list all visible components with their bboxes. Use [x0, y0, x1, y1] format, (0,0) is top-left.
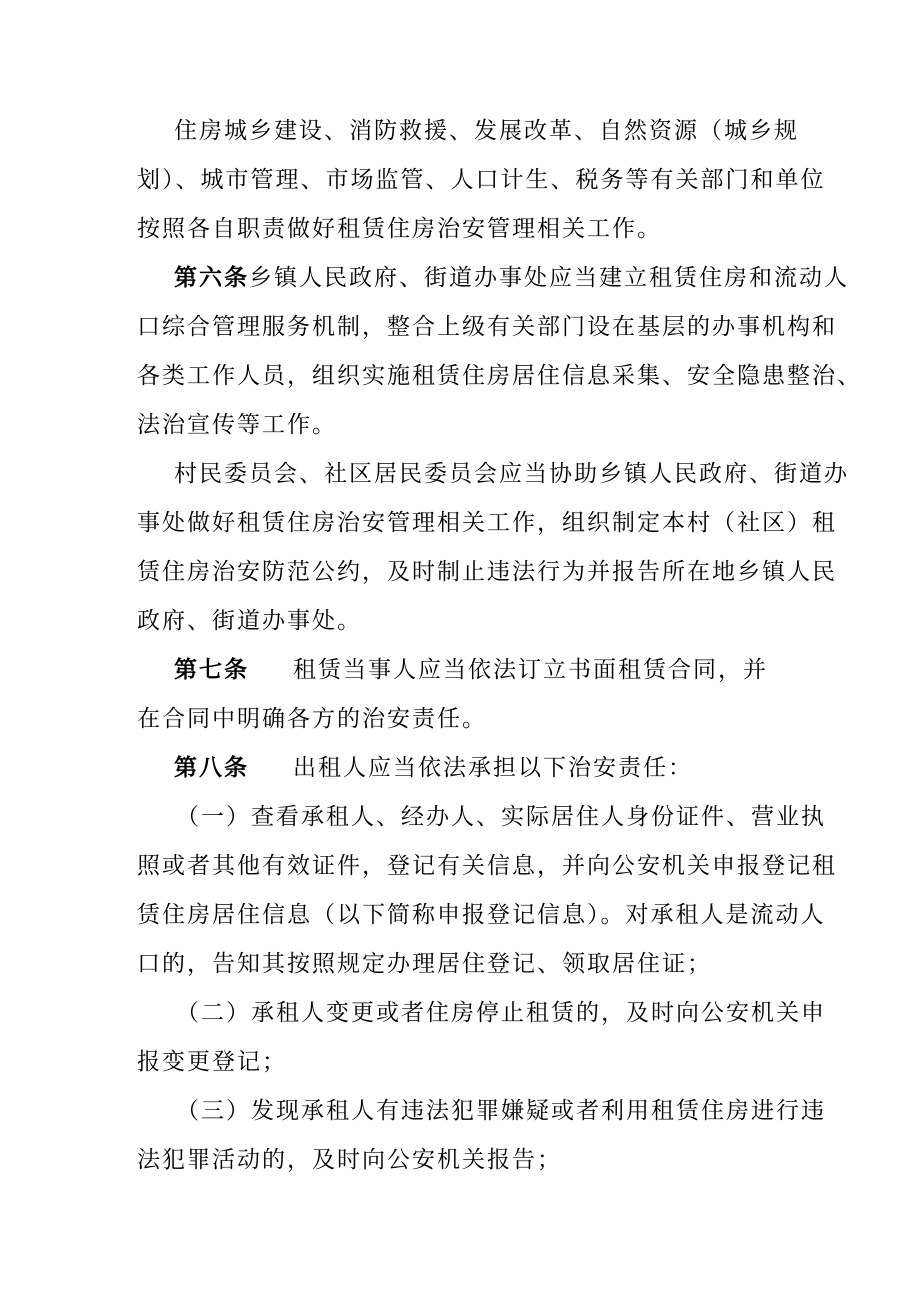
text-line: 事处做好租赁住房治安管理相关工作，组织制定本村（社区）租: [137, 510, 837, 536]
text-line: 在合同中明确各方的治安责任。: [137, 706, 487, 732]
text-line: 出租人应当依法承担以下治安责任：: [293, 755, 693, 781]
text-line: 口的，告知其按照规定办理居住登记、领取居住证；: [137, 951, 712, 977]
article-7-paragraph: [174, 655, 768, 685]
text-line: 口综合管理服务机制，整合上级有关部门设在基层的办事机构和: [137, 314, 837, 340]
text-line: 各类工作人员，组织实施租赁住房居住信息采集、安全隐患整治、: [137, 363, 862, 389]
article-8-paragraph: [174, 753, 693, 783]
text-line: 赁住房治安防范公约，及时制止违法行为并报告所在地乡镇人民: [137, 559, 837, 585]
text-line: 法犯罪活动的，及时向公安机关报告；: [137, 1147, 562, 1173]
article-7-heading: 第七条: [174, 657, 249, 683]
article-6-paragraph: [174, 263, 849, 293]
text-line: 划）、城市管理、市场监管、人口计生、税务等有关部门和单位: [137, 167, 826, 193]
text-line: 乡镇人民政府、街道办事处应当建立租赁住房和流动人: [249, 265, 849, 291]
text-line: 租赁当事人应当依法订立书面租赁合同，并: [293, 657, 768, 683]
text-line: 赁住房居住信息（以下简称申报登记信息）。对承租人是流动人: [137, 902, 826, 928]
text-line: 照或者其他有效证件，登记有关信息，并向公安机关申报登记租: [137, 853, 837, 879]
text-line: 按照各自职责做好租赁住房治安管理相关工作。: [137, 216, 662, 242]
text-line: 报变更登记；: [137, 1049, 287, 1075]
text-line: 政府、街道办事处。: [137, 608, 362, 634]
article-6-heading: 第六条: [174, 265, 249, 291]
text-line: （三）发现承租人有违法犯罪嫌疑或者利用租赁住房进行违: [176, 1098, 826, 1124]
text-line: 村民委员会、社区居民委员会应当协助乡镇人民政府、街道办: [174, 461, 849, 487]
article-8-heading: 第八条: [174, 755, 249, 781]
text-line: （一）查看承租人、经办人、实际居住人身份证件、营业执: [176, 804, 826, 830]
text-line: （二）承租人变更或者住房停止租赁的，及时向公安机关申: [176, 1000, 826, 1026]
text-line: 住房城乡建设、消防救援、发展改革、自然资源（城乡规: [174, 118, 799, 144]
text-line: 法治宣传等工作。: [137, 412, 337, 438]
